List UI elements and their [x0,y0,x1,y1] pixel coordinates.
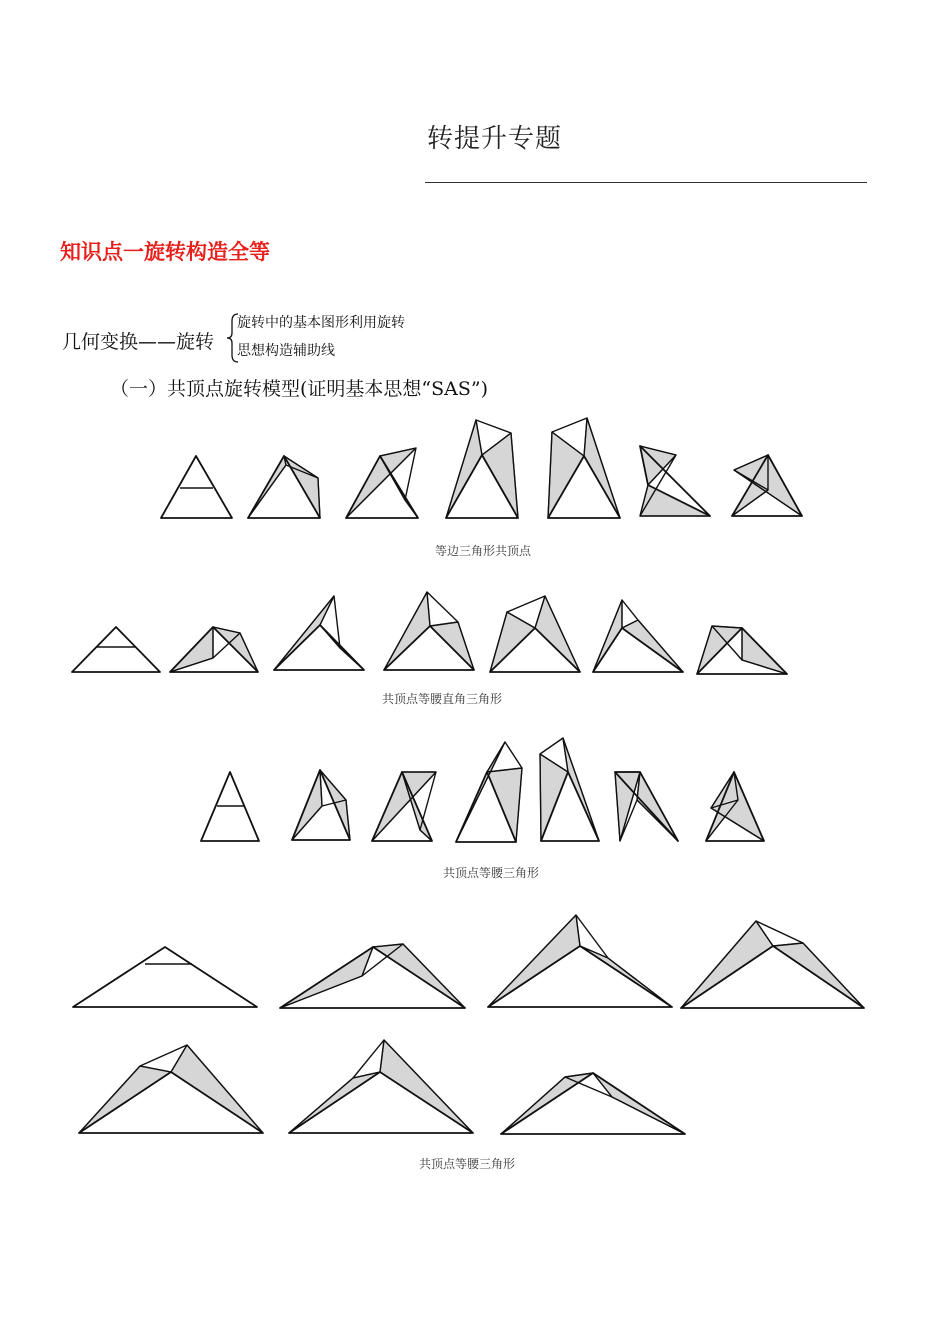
figure-caption: 共顶点等腰直角三角形 [382,692,503,706]
isosceles-rotation-figure [540,738,599,841]
header-divider [425,182,867,183]
right-isosceles-rotation-figure [384,592,474,670]
isosceles-rotation-figure [292,770,350,840]
subsection-heading: （一）共顶点旋转模型(证明基本思想“SAS”) [110,378,489,400]
figure-caption: 等边三角形共顶点 [435,544,532,558]
equilateral-rotation-figure [732,455,802,516]
equilateral-base-figure [161,456,232,518]
figure-caption: 共顶点等腰三角形 [443,866,540,880]
obtuse-isosceles-rotation-figure [280,944,465,1008]
transform-label: 几何变换——旋转 [62,331,215,353]
figure-caption: 共顶点等腰三角形 [419,1157,516,1171]
obtuse-isosceles-rotation-figure [488,915,672,1007]
right-isosceles-rotation-figure [170,627,258,672]
right-isosceles-rotation-figure [697,626,787,674]
section-heading: 知识点一旋转构造全等 [60,240,270,264]
right-isosceles-rotation-figure [490,596,580,672]
right-isosceles-rotation-figure [593,600,683,672]
right-isosceles-rotation-figure [274,596,364,670]
isosceles-rotation-figure [372,772,436,841]
obtuse-isosceles-base-figure [73,947,257,1007]
isosceles-rotation-figure [615,772,678,841]
isosceles-rotation-figure [456,742,522,842]
brace-item: 旋转中的基本图形利用旋转 [237,315,405,331]
obtuse-isosceles-rotation-figure [79,1045,263,1133]
equilateral-rotation-figure [248,456,320,518]
equilateral-rotation-figure [346,448,418,518]
isosceles-base-figure [201,772,259,841]
equilateral-rotation-figure [548,418,620,518]
equilateral-rotation-figure [446,420,518,518]
equilateral-rotation-figure [640,446,710,516]
page-title: 转提升专题 [427,124,563,154]
right-isosceles-base-figure [72,627,160,672]
obtuse-isosceles-rotation-figure [681,921,864,1008]
brace-item: 思想构造辅助线 [237,343,335,359]
obtuse-isosceles-rotation-figure [289,1040,473,1133]
isosceles-rotation-figure [706,772,764,841]
obtuse-isosceles-rotation-figure [501,1073,685,1134]
